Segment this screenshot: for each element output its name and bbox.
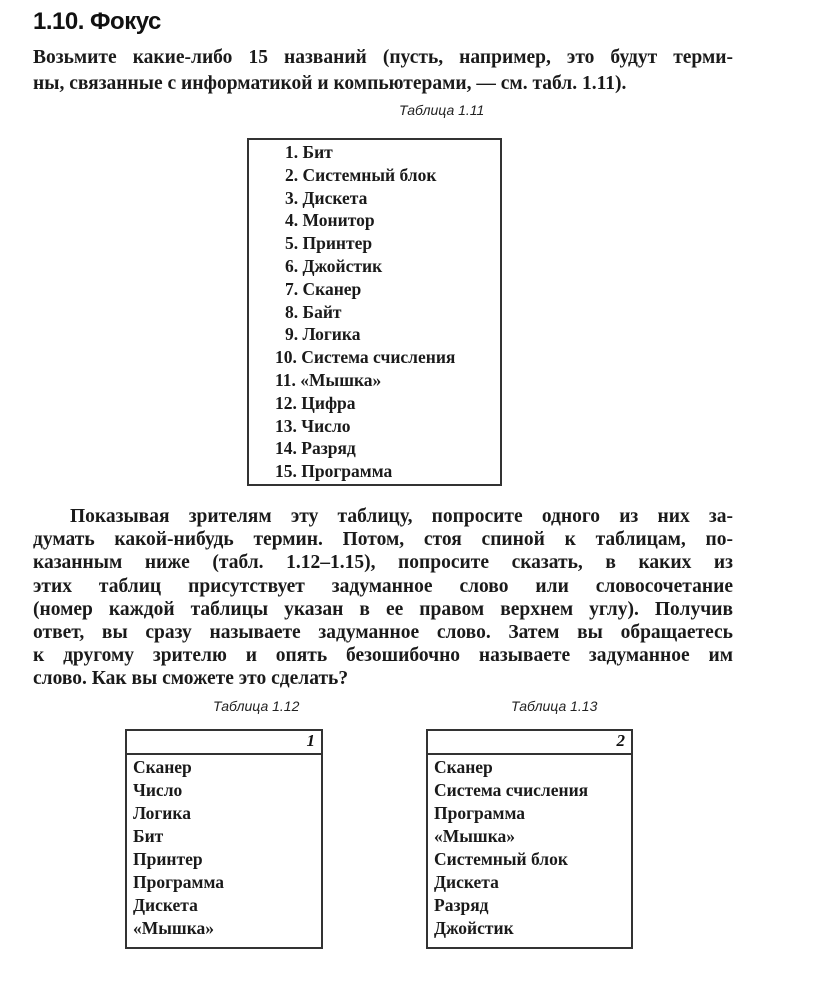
table-item: Принтер <box>133 849 203 869</box>
table-caption: Таблица 1.11 <box>399 102 485 118</box>
section-title: 1.10. Фокус <box>33 8 161 35</box>
body-line: к другому зрителю и опять безошибочно называете задуманное им <box>33 645 733 667</box>
table-item: 3. Дискета <box>285 187 368 208</box>
body-line: казанным ниже (табл. 1.12–1.15), попросите сказать, в каких из <box>33 552 733 574</box>
table-item: 8. Байт <box>285 301 342 322</box>
body-line: ответ, вы сразу называете задуманное слово. Затем вы обращаетесь <box>33 622 733 643</box>
table-item: Системный блок <box>434 849 568 869</box>
table-item: Сканер <box>434 757 493 777</box>
table-item: 7. Сканер <box>285 278 362 299</box>
table-item: 1. Бит <box>285 142 333 162</box>
table-item: 4. Монитор <box>285 210 375 231</box>
table-item: 11. «Мышка» <box>275 370 382 390</box>
table-1-12 <box>125 729 323 949</box>
table-caption: Таблица 1.13 <box>511 698 598 714</box>
intro-line: Возьмите какие-либо 15 названий (пусть, например, это будут терми- <box>33 47 733 68</box>
intro-line: ны, связанные с информатикой и компьютерами, — см. табл. 1.11). <box>33 73 627 94</box>
table-item: «Мышка» <box>434 826 516 846</box>
table-item: Система счисления <box>434 780 589 800</box>
table-item: 5. Принтер <box>285 233 373 254</box>
body-line: этих таблиц присутствует задуманное слово или словосочетание <box>33 575 733 597</box>
table-number: 1 <box>306 731 315 750</box>
table-item: 12. Цифра <box>275 392 356 413</box>
table-1-13 <box>426 729 633 949</box>
body-line: (номер каждой таблицы указан в ее правом верхнем углу). Получив <box>33 598 733 620</box>
table-item: 9. Логика <box>285 324 361 345</box>
body-line: слово. Как вы сможете это сделать? <box>33 668 349 690</box>
table-item: Джойстик <box>434 918 514 938</box>
table-item: Разряд <box>434 895 489 915</box>
table-1-11 <box>247 138 502 486</box>
table-item: Бит <box>133 826 164 846</box>
table-item: Программа <box>133 872 224 892</box>
table-item: 15. Программа <box>275 461 393 482</box>
body-line: думать какой-нибудь термин. Потом, стоя спиной к таблицам, по- <box>33 529 733 551</box>
table-caption: Таблица 1.12 <box>213 698 300 714</box>
table-item: 10. Система счисления <box>275 347 456 368</box>
table-item: 13. Число <box>275 415 351 436</box>
table-item: Дискета <box>133 895 198 915</box>
table-number: 2 <box>616 731 625 750</box>
table-item: Сканер <box>133 757 192 777</box>
table-item: «Мышка» <box>133 918 215 938</box>
table-header <box>428 731 631 755</box>
table-item: Дискета <box>434 872 499 892</box>
table-item: 6. Джойстик <box>285 256 383 276</box>
table-item: Программа <box>434 803 525 823</box>
table-item: Логика <box>133 803 191 823</box>
table-item: 2. Системный блок <box>285 164 437 185</box>
body-line: Показывая зрителям эту таблицу, попросите одного из них за- <box>70 506 733 527</box>
table-header <box>127 731 321 755</box>
table-item: Число <box>133 780 183 800</box>
table-item: 14. Разряд <box>275 438 356 459</box>
